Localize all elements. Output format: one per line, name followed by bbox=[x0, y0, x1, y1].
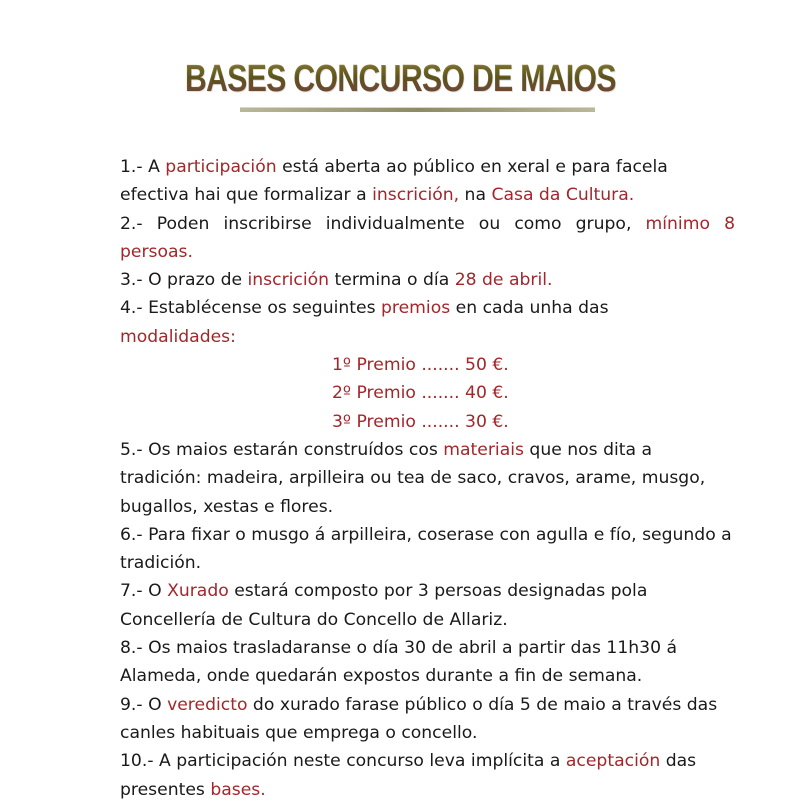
rule-8 bbox=[120, 634, 735, 691]
highlight-text: inscrición, bbox=[372, 185, 460, 206]
highlight-text: aceptación bbox=[565, 751, 661, 772]
highlight-text: mínimo 8 persoas. bbox=[120, 213, 736, 262]
rule-text: do xurado farase público o día 5 de maio a través das canles habituais que emprega o concello. bbox=[120, 694, 718, 743]
prize-3: 3º Premio ....... 30 €. bbox=[332, 411, 509, 432]
highlight-text: Xurado bbox=[167, 581, 229, 602]
title-underline bbox=[240, 107, 595, 112]
rule-text: 10.- A participación neste concurso leva implícita a bbox=[120, 751, 566, 772]
rule-9 bbox=[120, 691, 735, 748]
highlight-text: participación bbox=[165, 157, 277, 177]
highlight-text: bases. bbox=[210, 779, 266, 800]
rule-text: 7.- O bbox=[120, 581, 168, 602]
rule-7 bbox=[120, 577, 735, 634]
rule-10 bbox=[120, 747, 735, 804]
rule-text: 1.- A bbox=[120, 157, 166, 177]
rule-5 bbox=[120, 436, 735, 521]
highlight-text: inscrición bbox=[247, 270, 330, 291]
rules-list bbox=[120, 153, 735, 804]
rule-text: na bbox=[459, 185, 492, 206]
rule-text: 4.- Establécense os seguintes bbox=[120, 298, 381, 319]
rule-text: estará composto por 3 persoas designadas pola Concellería de Cultura do Concello de Allariz. bbox=[120, 581, 648, 630]
title-container bbox=[0, 58, 800, 101]
rule-text: termina o día bbox=[329, 270, 455, 291]
prize-1: 1º Premio ....... 50 €. bbox=[332, 355, 509, 376]
rule-text: está aberta ao público en xeral e para facela efectiva hai que formalizar a bbox=[120, 157, 668, 206]
rule-4 bbox=[120, 294, 735, 351]
prize-2: 2º Premio ....... 40 €. bbox=[332, 383, 509, 404]
rule-6 bbox=[120, 521, 735, 578]
rule-text: 2.- Poden inscribirse individualmente ou como grupo, bbox=[120, 213, 646, 234]
rule-text: en cada unha das bbox=[450, 298, 609, 319]
rule-text: 9.- O bbox=[120, 694, 168, 715]
highlight-text: veredicto bbox=[167, 694, 248, 715]
highlight-text: 28 de abril. bbox=[454, 270, 553, 291]
rule-text: 6.- Para fixar o musgo á arpilleira, coserase con agulla e fío, segundo a tradición. bbox=[120, 524, 732, 574]
rule-text: das presentes bbox=[120, 751, 697, 800]
highlight-text: premios bbox=[381, 298, 451, 319]
rule-text: que nos dita a tradición: madeira, arpilleira ou tea de saco, cravos, arame, musgo, bugallos, xestas e flores. bbox=[120, 439, 706, 517]
rule-2 bbox=[120, 210, 735, 267]
rule-text: 8.- Os maios trasladaranse o día 30 de abril a partir das 11h30 á Alameda, onde quedarán expostos durante a fin de semana. bbox=[120, 638, 678, 687]
rule-text: 3.- O prazo de bbox=[120, 270, 248, 291]
page-title: BASES CONCURSO DE MAIOS bbox=[184, 58, 616, 100]
highlight-text: modalidades: bbox=[120, 326, 236, 347]
rule-3 bbox=[120, 266, 735, 294]
highlight-text: Casa da Cultura. bbox=[491, 185, 635, 206]
rule-1 bbox=[120, 153, 735, 210]
rule-text: 5.- Os maios estarán construídos cos bbox=[120, 439, 444, 460]
highlight-text: materiais bbox=[443, 439, 524, 460]
